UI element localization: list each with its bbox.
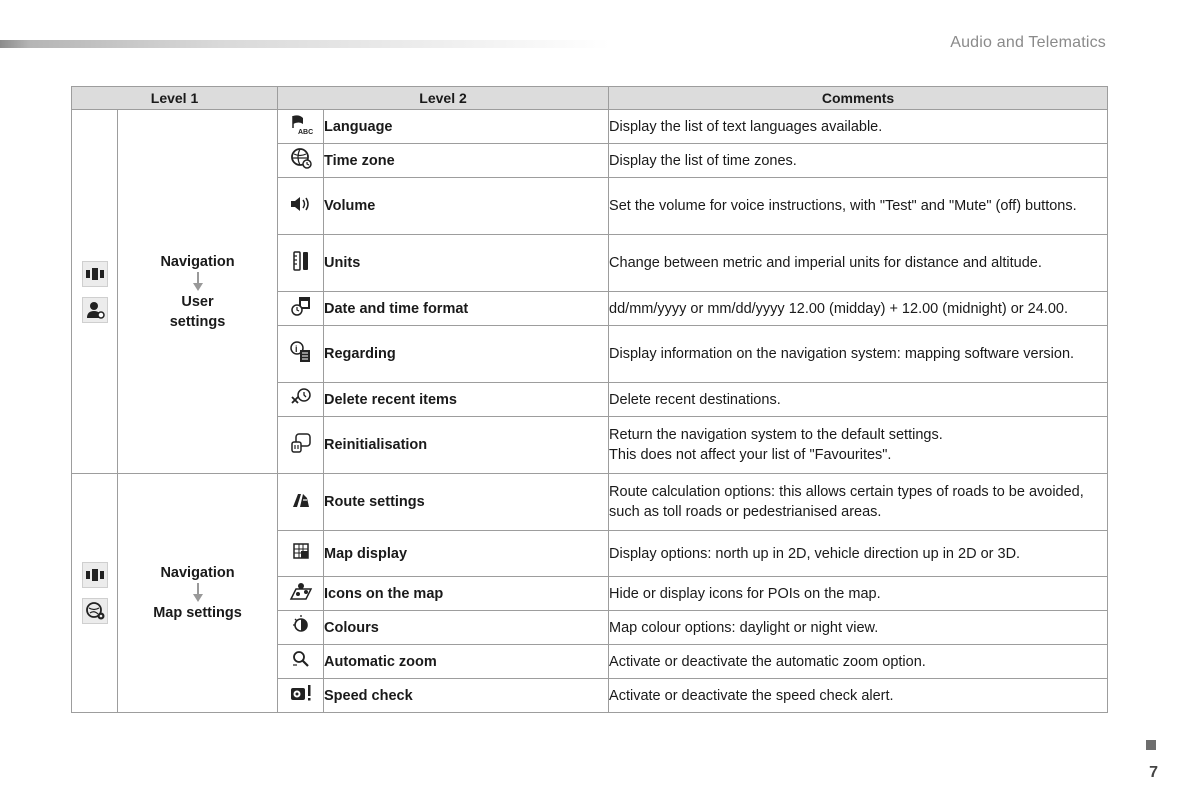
level2-automatic-zoom: Automatic zoom bbox=[324, 645, 609, 679]
level2-regarding: Regarding bbox=[324, 326, 609, 383]
level2-units: Units bbox=[324, 235, 609, 292]
level2-icons-on-map: Icons on the map bbox=[324, 577, 609, 611]
comment-units: Change between metric and imperial units for distance and altitude. bbox=[609, 235, 1108, 292]
header-title: Audio and Telematics bbox=[950, 34, 1106, 51]
column-header-level2: Level 2 bbox=[278, 87, 609, 110]
comment-map-display: Display options: north up in 2D, vehicle direction up in 2D or 3D. bbox=[609, 531, 1108, 577]
comment-volume: Set the volume for voice instructions, with "Test" and "Mute" (off) buttons. bbox=[609, 178, 1108, 235]
level1-user-settings-cell bbox=[118, 110, 278, 474]
level2-volume: Volume bbox=[324, 178, 609, 235]
language-icon bbox=[278, 110, 324, 144]
table-row bbox=[72, 110, 1108, 144]
comment-time-zone: Display the list of time zones. bbox=[609, 144, 1108, 178]
page-corner-mark bbox=[1146, 740, 1156, 750]
level2-map-display: Map display bbox=[324, 531, 609, 577]
level2-reinitialisation: Reinitialisation bbox=[324, 417, 609, 474]
page-number: 7 bbox=[1149, 764, 1158, 781]
table-row bbox=[72, 474, 1108, 531]
level1-map-settings-cell bbox=[118, 474, 278, 713]
column-header-comments: Comments bbox=[609, 87, 1108, 110]
user-settings-icon bbox=[82, 297, 108, 323]
delete-recent-icon bbox=[278, 383, 324, 417]
level1-label-navigation: Navigation bbox=[160, 253, 235, 270]
comment-delete-recent: Delete recent destinations. bbox=[609, 383, 1108, 417]
speed-check-icon bbox=[278, 679, 324, 713]
units-icon bbox=[278, 235, 324, 292]
arrow-down-icon bbox=[192, 583, 204, 603]
table-header-row bbox=[72, 87, 1108, 110]
comment-colours: Map colour options: daylight or night view. bbox=[609, 611, 1108, 645]
level2-delete-recent: Delete recent items bbox=[324, 383, 609, 417]
comment-automatic-zoom: Activate or deactivate the automatic zoom option. bbox=[609, 645, 1108, 679]
svg-text:ABC: ABC bbox=[297, 129, 313, 136]
level1-label-map-settings: Map settings bbox=[153, 605, 242, 621]
date-time-format-icon bbox=[278, 292, 324, 326]
arrow-down-icon bbox=[192, 272, 204, 292]
settings-table bbox=[71, 86, 1108, 713]
regarding-icon bbox=[278, 326, 324, 383]
level1-label-navigation: Navigation bbox=[160, 565, 235, 581]
colours-icon bbox=[278, 611, 324, 645]
level2-colours: Colours bbox=[324, 611, 609, 645]
volume-icon bbox=[278, 178, 324, 235]
level1-icons-cell bbox=[72, 474, 118, 713]
svg-text:i: i bbox=[294, 343, 298, 354]
level2-date-time-format: Date and time format bbox=[324, 292, 609, 326]
map-display-icon bbox=[278, 531, 324, 577]
level1-label-settings: settings bbox=[169, 313, 226, 330]
comment-reinitialisation: Return the navigation system to the default settings. This does not affect your list of "Favourites". bbox=[609, 417, 1108, 474]
comment-icons-on-map: Hide or display icons for POIs on the map. bbox=[609, 577, 1108, 611]
navigation-icon bbox=[82, 261, 108, 287]
level2-language: Language bbox=[324, 110, 609, 144]
column-header-level1: Level 1 bbox=[72, 87, 278, 110]
level1-label-user: User bbox=[181, 293, 214, 310]
level2-time-zone: Time zone bbox=[324, 144, 609, 178]
reinitialisation-icon bbox=[278, 417, 324, 474]
icons-on-map-icon bbox=[278, 577, 324, 611]
navigation-icon bbox=[82, 562, 108, 588]
time-zone-icon bbox=[278, 144, 324, 178]
route-settings-icon bbox=[278, 474, 324, 531]
comment-language: Display the list of text languages available. bbox=[609, 110, 1108, 144]
map-settings-icon bbox=[82, 598, 108, 624]
level2-route-settings: Route settings bbox=[324, 474, 609, 531]
header-decorative-bar bbox=[0, 40, 610, 48]
comment-date-time-format: dd/mm/yyyy or mm/dd/yyyy 12.00 (midday) + 12.00 (midnight) or 24.00. bbox=[609, 292, 1108, 326]
comment-route-settings: Route calculation options: this allows certain types of roads to be avoided, such as toll roads or pedestrianised areas. bbox=[609, 474, 1108, 531]
level1-icons-cell bbox=[72, 110, 118, 474]
comment-regarding: Display information on the navigation system: mapping software version. bbox=[609, 326, 1108, 383]
level2-speed-check: Speed check bbox=[324, 679, 609, 713]
automatic-zoom-icon bbox=[278, 645, 324, 679]
comment-speed-check: Activate or deactivate the speed check alert. bbox=[609, 679, 1108, 713]
